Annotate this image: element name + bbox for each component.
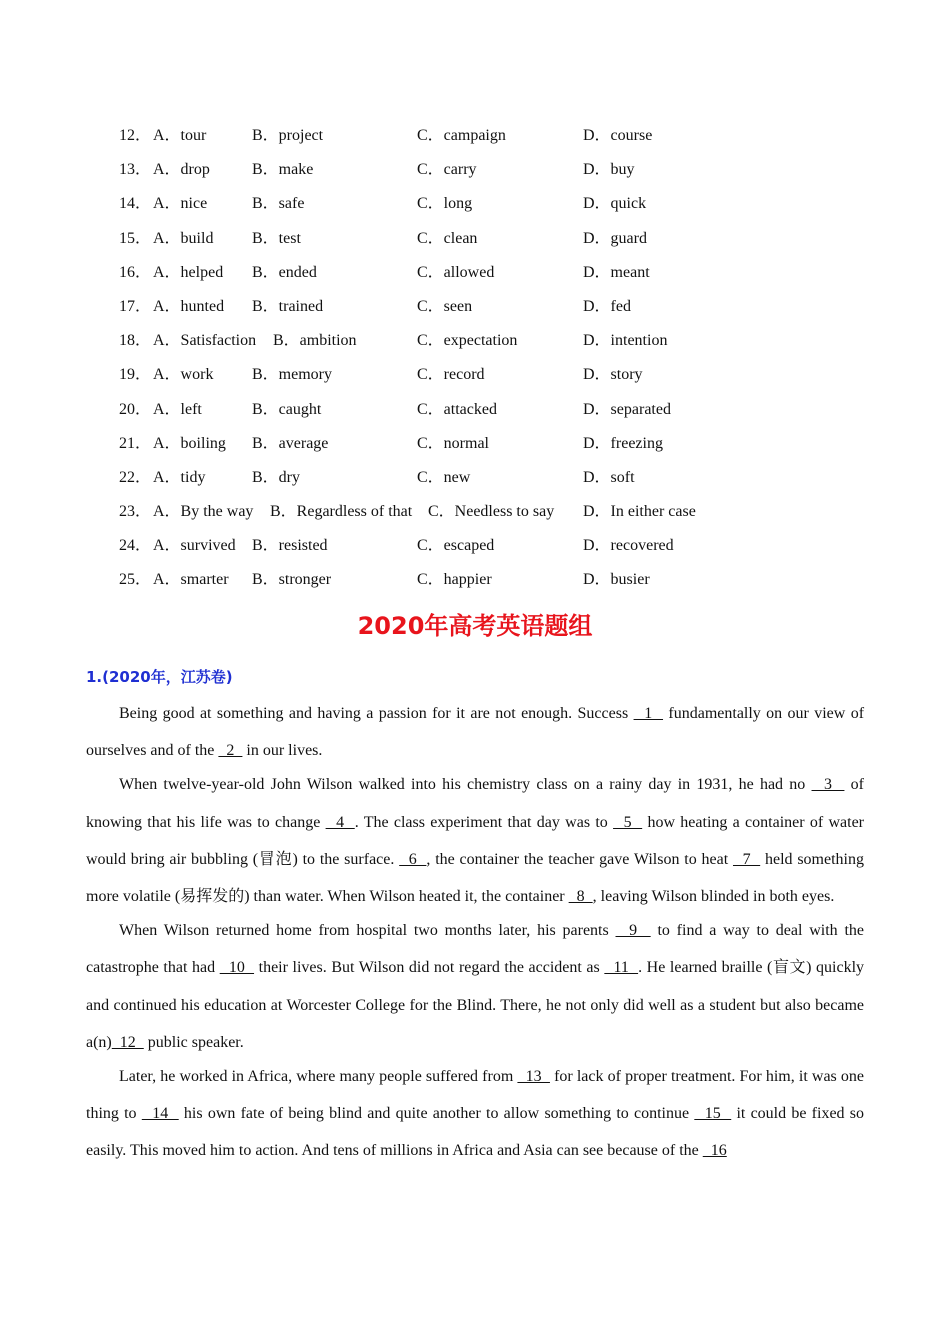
passage-text: public speaker.: [143, 1033, 244, 1051]
section-title: 2020年高考英语题组: [357, 612, 593, 640]
blank-7: 7: [732, 850, 761, 868]
question-row-25: [119, 568, 879, 602]
question-row-15: [119, 227, 879, 261]
question-number: 21．: [119, 434, 152, 452]
option-c: C．campaign: [417, 127, 506, 144]
option-c: C．carry: [417, 161, 477, 179]
option-b: B．stronger: [252, 571, 332, 589]
option-a: A．smarter: [153, 571, 229, 589]
passage-text: , leaving Wilson blinded in both eyes.: [592, 888, 835, 906]
question-number: 22．: [119, 468, 152, 486]
option-a: A．helped: [153, 263, 224, 281]
option-d: D．fed: [583, 297, 631, 315]
option-b: B．average: [252, 434, 329, 452]
option-b: B．trained: [252, 297, 324, 315]
option-a: A．nice: [153, 195, 208, 213]
option-a: A．hunted: [153, 297, 225, 315]
passage-text: of knowing that his life was to change: [86, 776, 864, 831]
question-number: 24．: [119, 537, 152, 555]
question-row-23: [119, 500, 879, 534]
option-d: D．In either case: [583, 503, 696, 521]
option-b: B．resisted: [252, 537, 328, 555]
option-b: B．project: [252, 127, 324, 144]
option-c: C．attacked: [417, 400, 497, 418]
question-number: 23．: [119, 503, 152, 521]
blank-10: 10: [219, 959, 255, 977]
option-a: A．survived: [153, 537, 236, 555]
blank-3: 3: [811, 776, 845, 794]
question-number: 20．: [119, 400, 152, 418]
passage-text: their lives. But Wilson did not regard the accident as: [254, 959, 605, 977]
question-source-label: 1.(2020年，江苏卷): [86, 668, 233, 686]
passage-text: When Wilson returned home from hospital two months later, his parents: [119, 922, 616, 940]
cloze-passage: [86, 695, 864, 1170]
passage-paragraph-3: [86, 912, 864, 1061]
question-number: 25．: [119, 571, 152, 589]
question-row-14: [119, 192, 879, 226]
blank-5: 5: [613, 813, 643, 831]
option-d: D．recovered: [583, 537, 674, 555]
option-d: D．intention: [583, 332, 668, 350]
question-number: 18．: [119, 332, 152, 350]
question-number: 14．: [119, 195, 152, 213]
blank-1: 1: [633, 705, 664, 722]
passage-text: . He learned braille (盲文) quickly and continued his education at Worcester College for the Blind. There, he not only did well as a student but also became a(n): [86, 959, 865, 1051]
question-row-16: [119, 261, 879, 295]
option-b: B．ended: [252, 263, 317, 281]
passage-text: held something more volatile (易挥发的) than water. When Wilson heated it, the container: [86, 850, 864, 906]
passage-text: for lack of proper treatment. For him, it was one thing to: [86, 1068, 865, 1123]
question-row-19: [119, 363, 879, 397]
blank-9: 9: [615, 922, 651, 940]
passage-paragraph-2: [86, 766, 864, 915]
blank-12: 12: [111, 1033, 144, 1051]
option-a: A．tour: [153, 127, 207, 144]
option-c: C．long: [417, 195, 473, 213]
option-c: C．record: [417, 366, 485, 384]
option-d: D．soft: [583, 468, 635, 486]
option-d: D．meant: [583, 263, 650, 281]
option-a: A．By the way: [153, 503, 254, 521]
option-a: A．tidy: [153, 468, 206, 486]
option-d: D．course: [583, 127, 653, 144]
passage-paragraph-4: [86, 1058, 864, 1170]
option-c: C．escaped: [417, 537, 495, 555]
option-c: C．clean: [417, 229, 478, 247]
question-number: 12．: [119, 127, 152, 144]
question-row-13: [119, 158, 879, 192]
option-a: A．Satisfaction: [153, 332, 257, 350]
option-b: B．ambition: [273, 332, 357, 350]
option-c: C．seen: [417, 297, 473, 315]
question-number: 15．: [119, 229, 152, 247]
option-d: D．busier: [583, 571, 650, 589]
blank-16: 16: [702, 1142, 727, 1160]
passage-text: When twelve-year-old John Wilson walked into his chemistry class on a rainy day in 1931, he had no: [119, 776, 812, 794]
passage-text: his own fate of being blind and quite another to allow something to continue: [178, 1105, 695, 1123]
passage-text: fundamentally on our view of ourselves and of the: [86, 705, 865, 760]
question-row-24: [119, 534, 879, 568]
option-b: B．safe: [252, 195, 305, 213]
option-c: C．expectation: [417, 332, 518, 350]
option-b: B．make: [252, 161, 314, 179]
blank-4: 4: [325, 813, 355, 831]
option-d: D．quick: [583, 195, 647, 213]
option-c: C．normal: [417, 434, 489, 452]
passage-text: to find a way to deal with the catastrophe that had: [86, 922, 864, 977]
option-c: C．allowed: [417, 263, 495, 281]
question-number: 16．: [119, 263, 152, 281]
option-a: A．left: [153, 400, 202, 418]
option-d: D．buy: [583, 161, 635, 179]
question-row-22: [119, 466, 879, 500]
passage-text: how heating a container of water would bring air bubbling (冒泡) to the surface.: [86, 813, 864, 868]
passage-text: Later, he worked in Africa, where many people suffered from: [119, 1068, 518, 1086]
blank-2: 2: [218, 742, 243, 760]
blank-6: 6: [399, 850, 427, 868]
passage-text: Being good at something and having a passion for it are not enough. Success: [119, 705, 634, 722]
question-row-21: [119, 432, 879, 466]
option-a: A．build: [153, 229, 214, 247]
question-row-20: [119, 398, 879, 432]
question-number: 13．: [119, 161, 152, 179]
option-d: D．guard: [583, 229, 647, 247]
question-number: 19．: [119, 366, 152, 384]
option-a: A．boiling: [153, 434, 226, 452]
option-c: C．happier: [417, 571, 492, 589]
blank-15: 15: [694, 1105, 732, 1123]
option-b: B．caught: [252, 400, 322, 418]
option-d: D．story: [583, 366, 643, 384]
option-d: D．separated: [583, 400, 671, 418]
passage-paragraph-1: [86, 695, 864, 769]
question-row-12: [119, 124, 879, 158]
option-d: D．freezing: [583, 434, 663, 452]
option-c: C．new: [417, 468, 471, 486]
passage-text: it could be fixed so easily. This moved him to action. And tens of millions in Africa and Asia can see because of the: [86, 1105, 865, 1160]
blank-8: 8: [568, 888, 593, 906]
question-row-17: [119, 295, 879, 329]
option-a: A．drop: [153, 161, 210, 179]
passage-text: , the container the teacher gave Wilson to heat: [426, 850, 733, 868]
question-options-list: [119, 124, 879, 603]
passage-text: in our lives.: [242, 742, 323, 760]
blank-11: 11: [604, 959, 639, 977]
option-b: B．test: [252, 229, 301, 247]
blank-14: 14: [141, 1105, 179, 1123]
passage-text: . The class experiment that day was to: [354, 813, 614, 831]
question-number: 17．: [119, 297, 152, 315]
option-a: A．work: [153, 366, 214, 384]
blank-13: 13: [517, 1068, 550, 1086]
question-row-18: [119, 329, 879, 363]
option-b: B．Regardless of that: [270, 503, 413, 521]
option-c: C．Needless to say: [428, 503, 555, 521]
option-b: B．dry: [252, 468, 301, 486]
option-b: B．memory: [252, 366, 332, 384]
